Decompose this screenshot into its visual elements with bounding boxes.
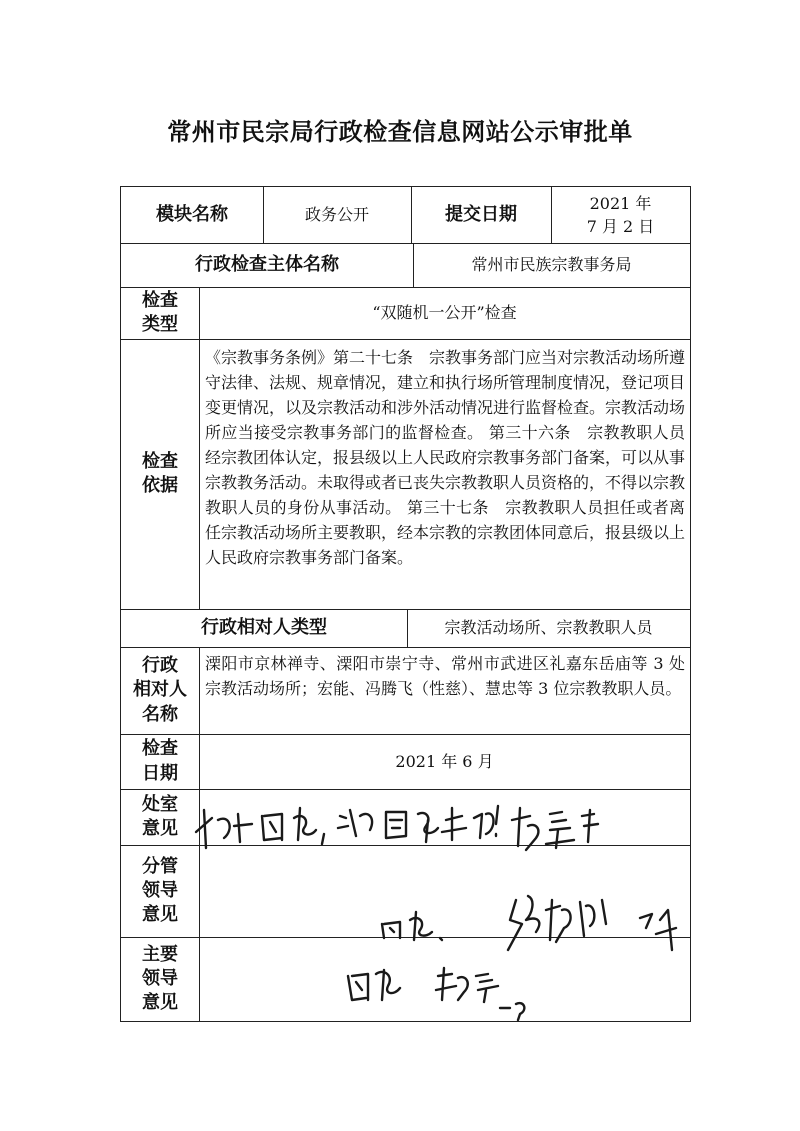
submit-date-label: 提交日期 <box>445 203 517 225</box>
inspection-type-value: “双随机一公开”检查 <box>372 303 517 323</box>
counterparty-name-label: 行政 相对人 名称 <box>133 655 187 725</box>
counterparty-name-value: 溧阳市京林禅寺、溧阳市崇宁寺、常州市武进区礼嘉东岳庙等 3 处宗教活动场所；宏能、冯腾飞（性慈）、慧忠等 3 位宗教教职人员。 <box>205 654 685 698</box>
submit-date-line2: 7 月 2 日 <box>586 217 655 236</box>
counterparty-type-label: 行政相对人类型 <box>201 616 327 638</box>
counterparty-type-value: 宗教活动场所、宗教教职人员 <box>444 618 653 638</box>
module-name-value: 政务公开 <box>304 205 369 225</box>
page-title: 常州市民宗局行政检查信息网站公示审批单 <box>167 118 633 146</box>
chief-leader-opinion-label: 主要 领导 意见 <box>142 943 178 1014</box>
inspection-basis-label: 检查 依据 <box>142 450 178 496</box>
module-name-label: 模块名称 <box>156 203 228 225</box>
department-opinion-handwriting <box>190 790 610 860</box>
deputy-leader-handwriting <box>360 880 690 960</box>
inspection-subject-value: 常州市民族宗教事务局 <box>471 255 632 275</box>
submit-date-value <box>551 187 690 243</box>
inspection-basis-text: 《宗教事务条例》第二十七条 宗教事务部门应当对宗教活动场所遵守法律、法规、规章情况，建立和执行场所管理制度情况，登记项目变更情况，以及宗教活动和涉外活动情况进行监督检查。宗教活动场所应当接受宗教事务部门的监督检查。 第三十六条 宗教教职人员经宗教团体认定，报县级以上人民政府宗教事务部门备案，可以从事宗教教务活动。未取得或者已丧失宗教教职人员资格的，不得以宗教教职人员的身份从事活动。 第三十七条 宗教教职人员担任或者离任宗教活动场所主要教职，经本宗教的宗教团体同意后，报县级以上人民政府宗教事务部门备案。 <box>205 348 686 567</box>
inspection-subject-label: 行政检查主体名称 <box>195 253 339 275</box>
inspection-type-label: 检查 类型 <box>142 289 178 335</box>
inspection-date-label: 检查 日期 <box>142 738 178 784</box>
inspection-date-value: 2021 年 6 月 <box>395 751 494 771</box>
department-opinion-label: 处室 意见 <box>142 793 178 839</box>
chief-leader-handwriting <box>340 960 550 1020</box>
deputy-leader-opinion-label: 分管 领导 意见 <box>142 855 178 926</box>
submit-date-line1: 2021 年 <box>589 193 652 213</box>
